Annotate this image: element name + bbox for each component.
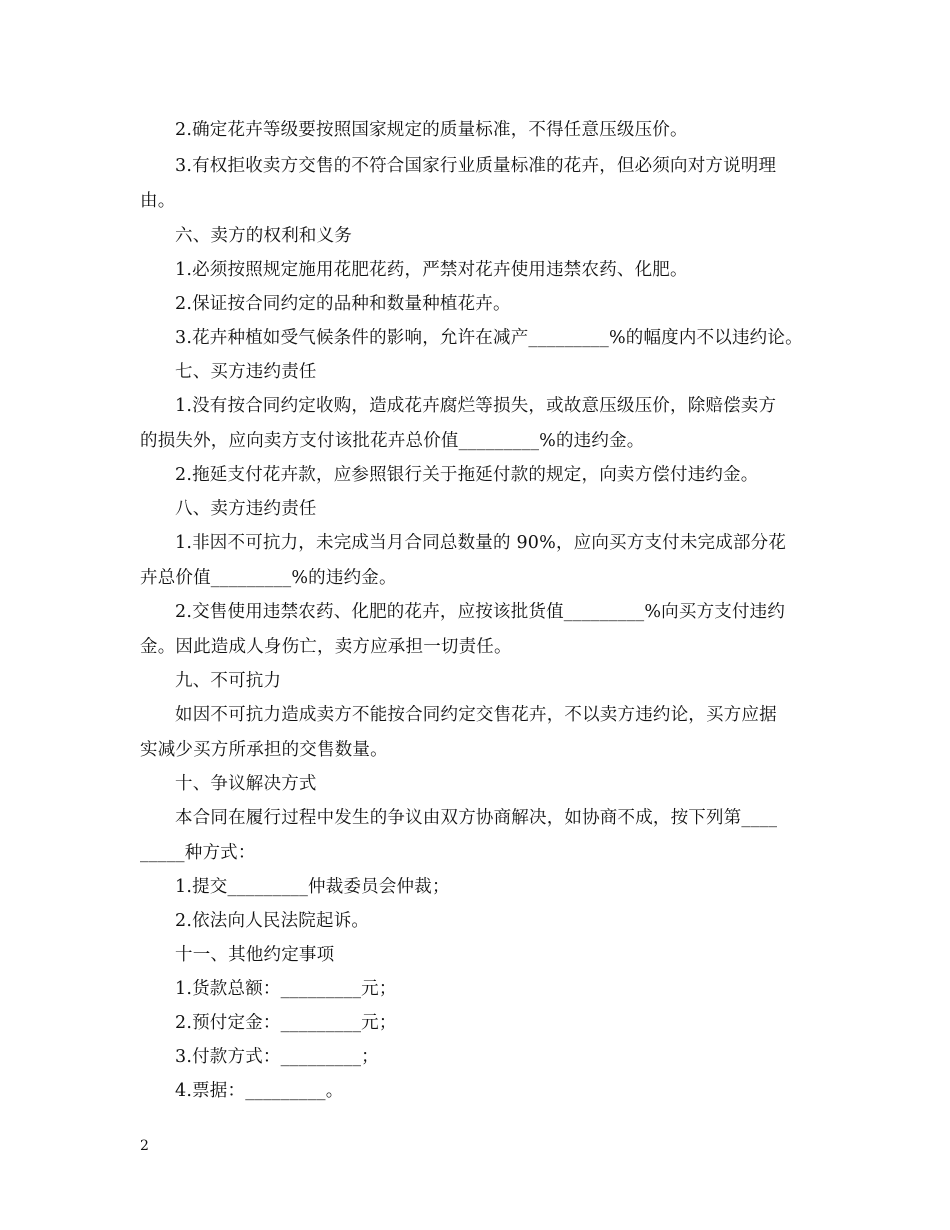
section-heading: 九、不可抗力	[175, 671, 282, 691]
text-line: 1.必须按照规定施用花肥花药，严禁对花卉使用违禁农药、化肥。	[175, 260, 688, 280]
text-line: 1.货款总额：_________元；	[175, 979, 397, 999]
text-line: 2.保证按合同约定的品种和数量种植花卉。	[175, 294, 511, 314]
text-line: 2.确定花卉等级要按照国家规定的质量标准，不得任意压级压价。	[175, 120, 688, 140]
text-line: 卉总价值_________%的违约金。	[140, 568, 397, 588]
text-line: 1.非因不可抗力，未完成当月合同总数量的 90%，应向买方支付未完成部分花	[175, 533, 787, 553]
text-line: 4.票据：_________。	[175, 1081, 344, 1101]
text-line: 2.预付定金：_________元；	[175, 1013, 397, 1033]
text-line: 如因不可抗力造成卖方不能按合同约定交售花卉，不以卖方违约论，买方应据	[175, 705, 777, 725]
section-heading: 十一、其他约定事项	[175, 945, 335, 965]
text-line: 本合同在履行过程中发生的争议由双方协商解决，如协商不成，按下列第____	[175, 808, 778, 828]
section-heading: 七、买方违约责任	[175, 362, 317, 382]
text-line: 2.依法向人民法院起诉。	[175, 911, 370, 931]
text-line: _____种方式：	[140, 843, 256, 863]
text-line: 1.没有按合同约定收购，造成花卉腐烂等损失，或故意压级压价，除赔偿卖方	[175, 396, 777, 416]
text-line: 1.提交_________仲裁委员会仲裁；	[175, 877, 450, 897]
text-line: 3.付款方式：_________；	[175, 1047, 379, 1067]
section-heading: 六、卖方的权利和义务	[175, 226, 352, 246]
text-line: 金。因此造成人身伤亡，卖方应承担一切责任。	[140, 637, 512, 657]
text-line: 3.花卉种植如受气候条件的影响，允许在减产_________%的幅度内不以违约论。	[175, 328, 803, 348]
text-line: 实减少买方所承担的交售数量。	[140, 740, 388, 760]
section-heading: 十、争议解决方式	[175, 774, 317, 794]
text-line: 2.交售使用违禁农药、化肥的花卉，应按该批货值_________%向买方支付违约	[175, 602, 786, 622]
section-heading: 八、卖方违约责任	[175, 499, 317, 519]
text-line: 的损失外，应向卖方支付该批花卉总价值_________%的违约金。	[140, 431, 645, 451]
page-number: 2	[140, 1138, 149, 1154]
text-line: 2.拖延支付花卉款，应参照银行关于拖延付款的规定，向卖方偿付违约金。	[175, 465, 759, 485]
text-line: 由。	[140, 191, 176, 211]
text-line: 3.有权拒收卖方交售的不符合国家行业质量标准的花卉，但必须向对方说明理	[175, 156, 777, 176]
